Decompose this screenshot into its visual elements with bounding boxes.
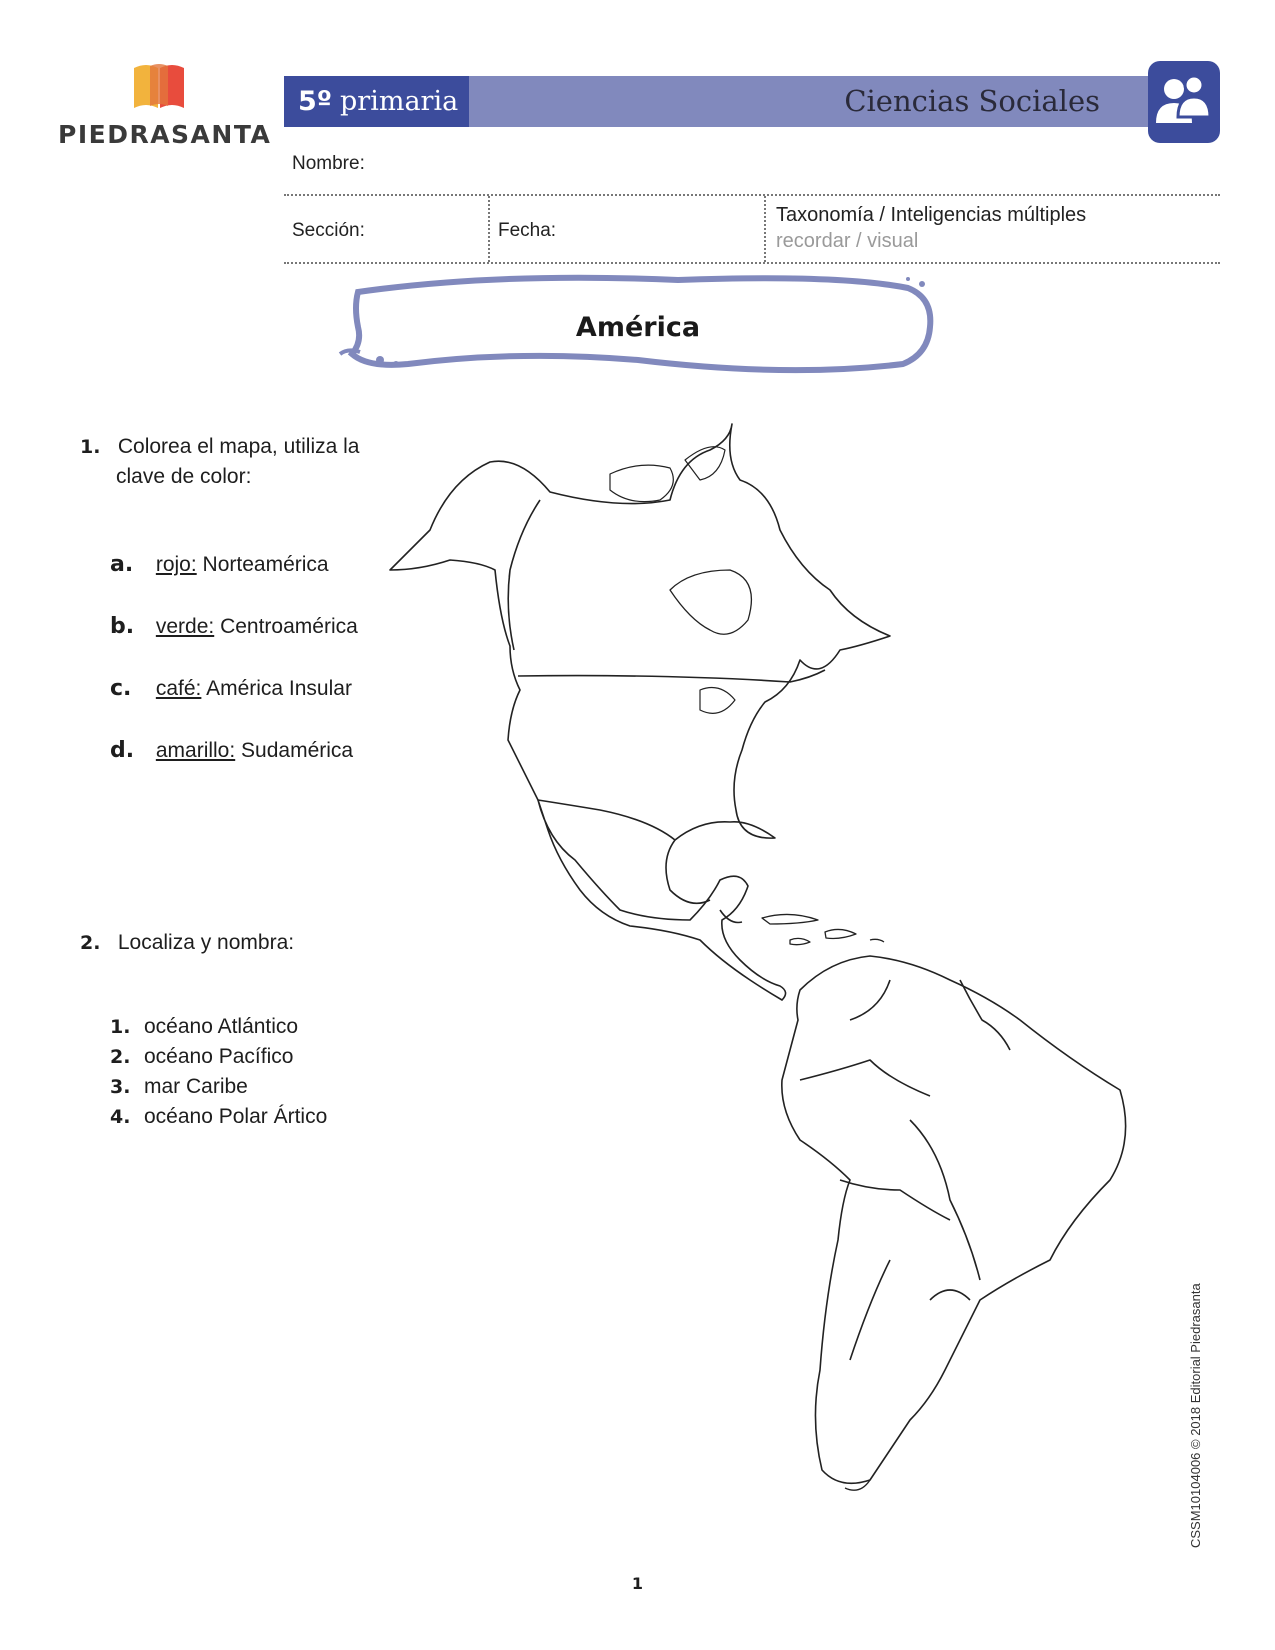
publisher-name: PIEDRASANTA [58,120,272,149]
key-region: Norteamérica [202,553,329,576]
section-label: Sección: [292,220,365,241]
central-america-outline[interactable] [538,800,786,1000]
subject-title: Ciencias Sociales [844,84,1100,118]
name-label: Nombre: [292,153,365,174]
list-item [110,1072,327,1102]
caribbean-islands-outline[interactable] [762,914,884,944]
key-letter: d. [110,738,135,763]
color-key-item [110,614,358,639]
key-letter: a. [110,552,134,577]
question-1 [80,432,380,492]
question-2-text: Localiza y nombra: [117,931,295,954]
taxonomy-cell [766,196,1216,262]
north-america-outline[interactable] [390,424,890,840]
question-1-text-line1: Colorea el mapa, utiliza la [117,435,360,458]
info-row [284,196,1220,264]
question-1-number: 1. [80,436,101,458]
taxonomy-label: Taxonomía / Inteligencias múltiples [776,204,1087,226]
america-outline-map[interactable] [370,420,1180,1520]
key-color: amarillo: [155,739,236,762]
list-item-number: 2. [110,1046,131,1068]
list-item-number: 1. [110,1016,131,1038]
color-key-item [110,676,352,701]
key-letter: b. [110,614,135,639]
copyright-notice: CSSM10104006 © 2018 Editorial Piedrasanta [1188,1283,1203,1548]
publisher-logo [58,62,272,152]
list-item [110,1042,327,1072]
key-region: Sudamérica [241,739,354,762]
taxonomy-value: recordar / visual [776,230,919,252]
key-color: rojo: [155,553,197,576]
grade-label: primaria [340,86,459,117]
name-row[interactable] [284,144,1220,196]
key-letter: c. [110,676,132,701]
question-2 [80,928,294,958]
color-key-item [110,552,329,577]
question-1-text-line2: clave de color: [116,465,252,488]
people-icon [1148,61,1220,143]
list-item-label: océano Pacífico [144,1045,294,1068]
list-item-label: mar Caribe [144,1075,248,1098]
date-field[interactable] [490,196,766,262]
list-item-number: 4. [110,1106,131,1128]
book-logo-icon [132,62,186,112]
list-item-number: 3. [110,1076,131,1098]
list-item-label: océano Atlántico [144,1015,299,1038]
question-2-number: 2. [80,932,101,954]
south-america-outline[interactable] [782,956,1126,1490]
header-bar [284,76,1152,127]
section-field[interactable] [284,196,490,262]
key-region: América Insular [206,677,352,700]
subject-badge [1148,61,1220,143]
key-color: verde: [155,615,215,638]
page-number: 1 [631,1574,644,1593]
student-info-form [284,144,1220,264]
locate-list [110,1012,327,1132]
page-title: América [575,312,701,343]
grade-badge [284,76,469,127]
list-item-label: océano Polar Ártico [144,1105,328,1128]
list-item [110,1102,327,1132]
key-color: café: [155,677,202,700]
list-item [110,1012,327,1042]
key-region: Centroamérica [220,615,358,638]
grade-number: 5º [298,86,333,117]
date-label: Fecha: [498,220,557,241]
color-key-item [110,738,353,763]
